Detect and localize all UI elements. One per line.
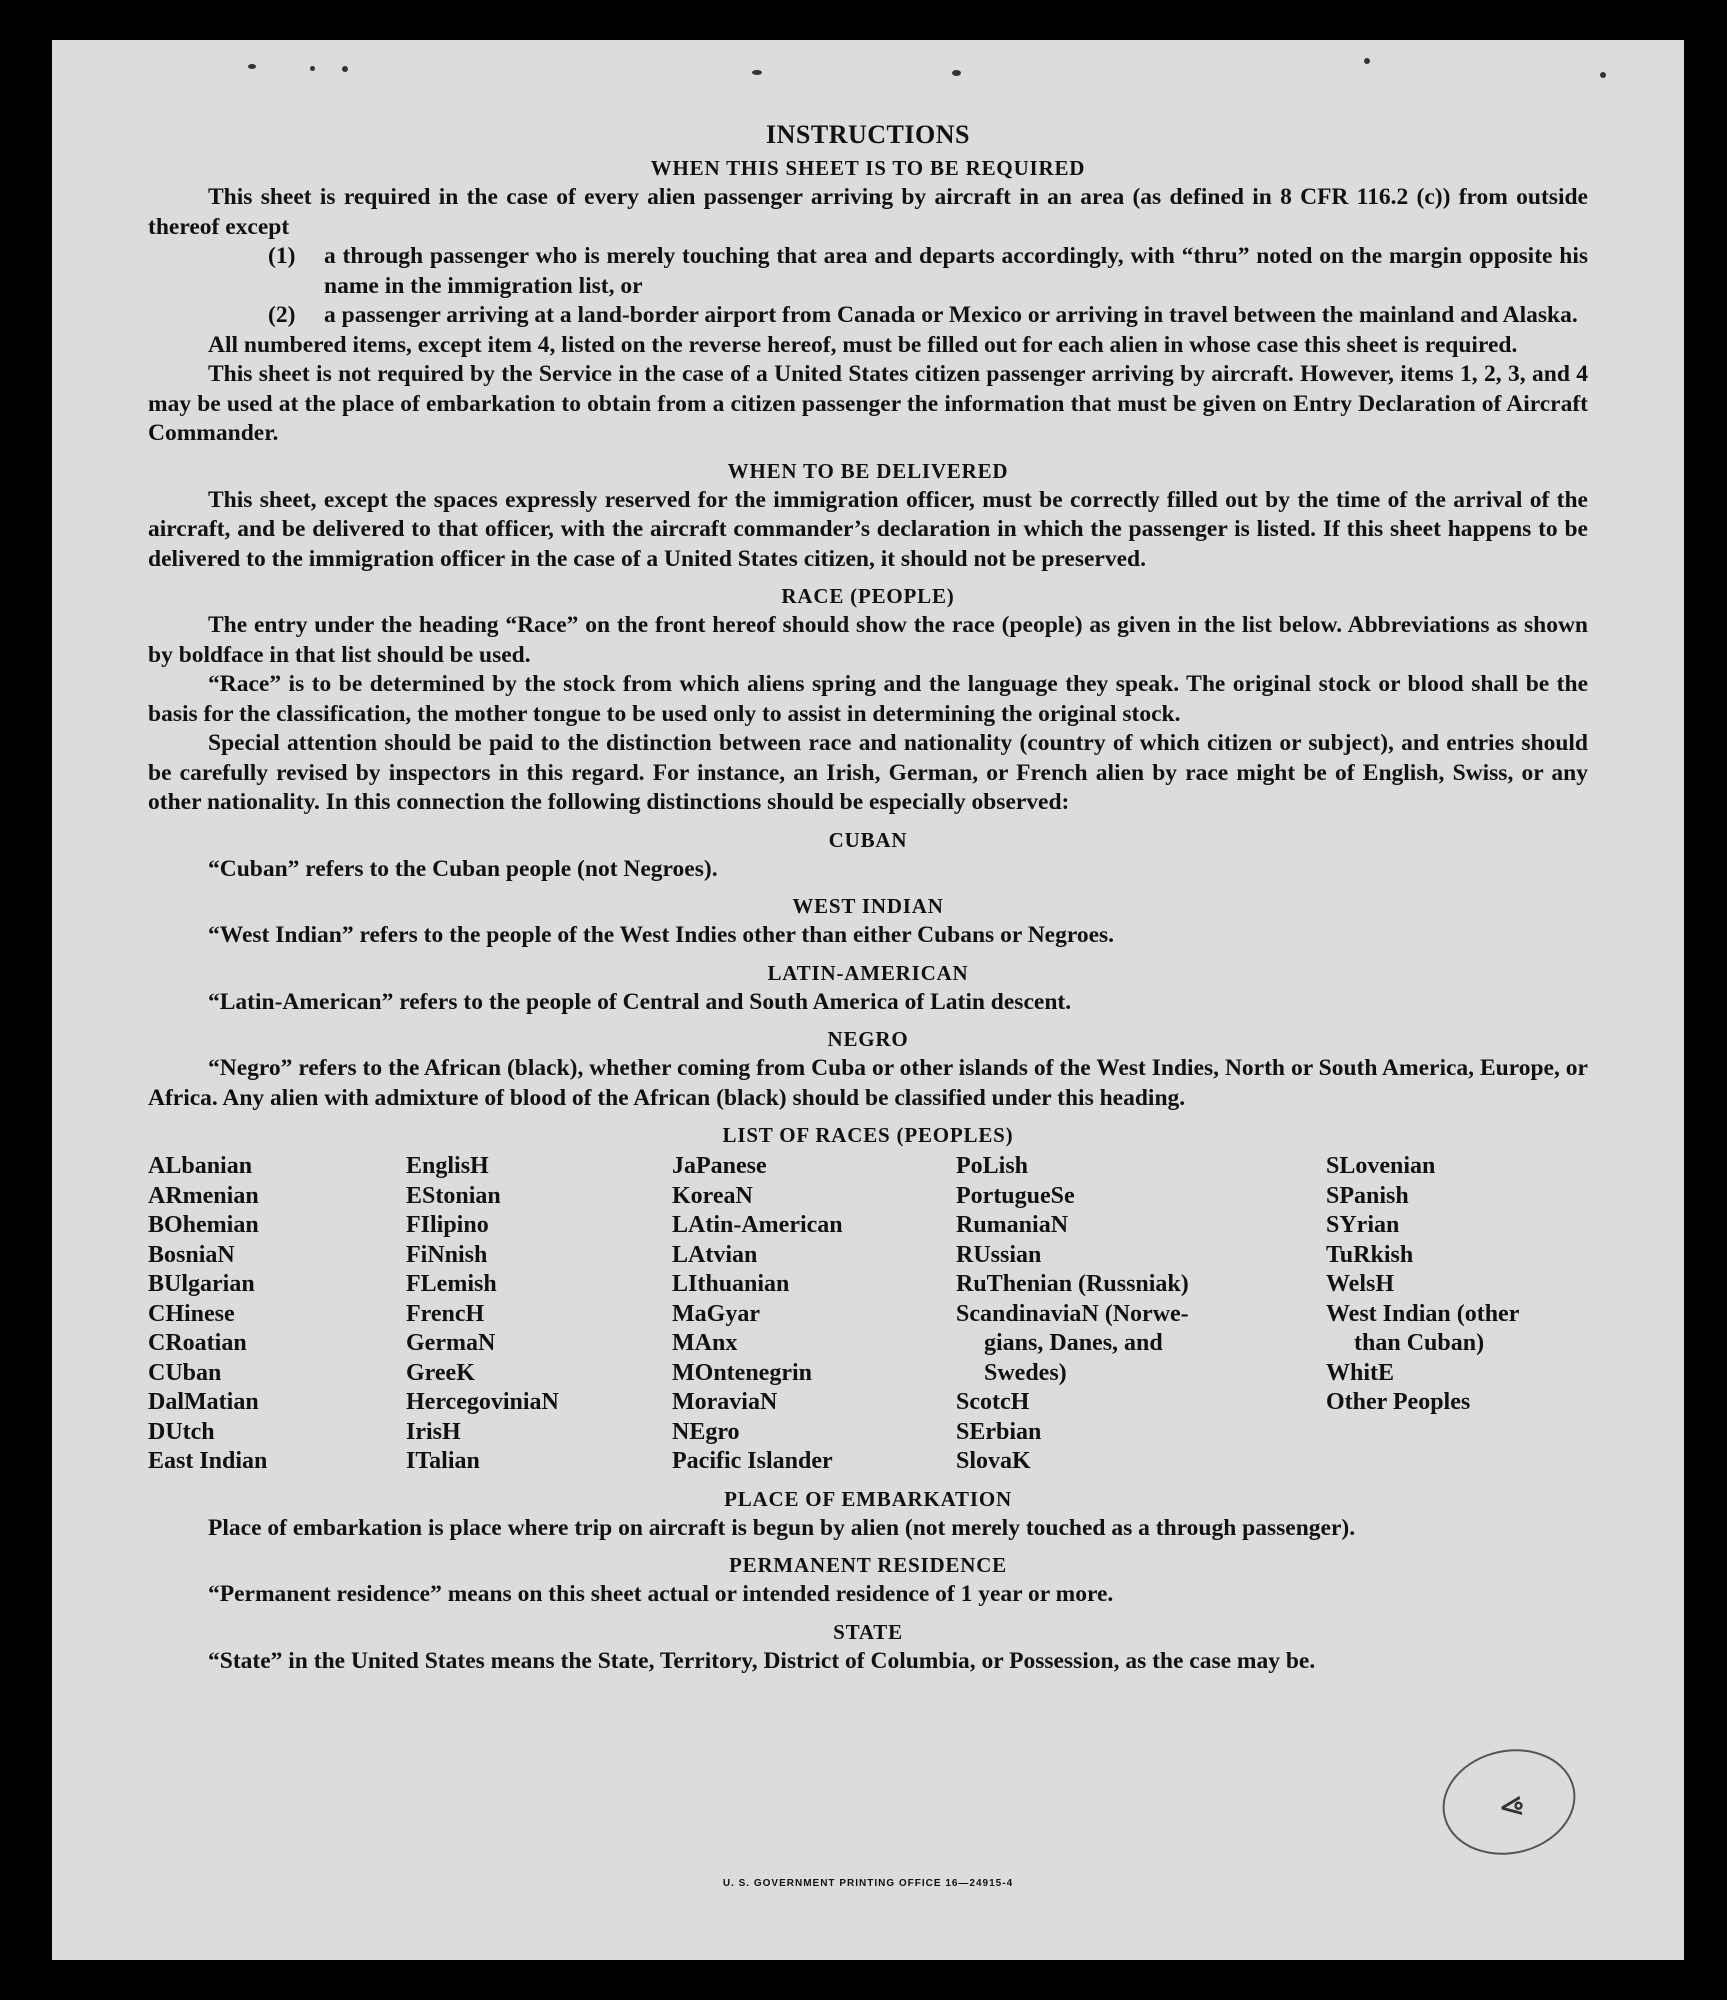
race-entry: EStonian: [406, 1182, 501, 1209]
race-entry: ScandinaviaN (Norwe-: [956, 1300, 1189, 1327]
race-entry: DUtch: [148, 1418, 215, 1445]
heading-cuban: CUBAN: [828, 827, 908, 852]
required-intro: This sheet is required in the case of every alien passenger arriving by aircraft in an area (as defined in 8 CFR 116.2 (c)) from outside thereof except: [148, 184, 1588, 240]
race-entry: WhitE: [1326, 1359, 1395, 1386]
race-entry: PortugueSe: [956, 1182, 1075, 1209]
negro-text: “Negro” refers to the African (black), whether coming from Cuba or other islands of the West Indies, North or South America, Europe, or Africa. Any alien with admixture of blood of the African (black) should be classified under this heading.: [148, 1055, 1588, 1111]
race-entry: SLovenian: [1326, 1153, 1436, 1179]
speck: [1600, 72, 1606, 78]
race-entry: EnglisH: [406, 1153, 489, 1179]
race-entry: BUlgarian: [148, 1271, 255, 1297]
race-entry: Pacific Islander: [672, 1448, 833, 1474]
race-entry: East Indian: [148, 1448, 268, 1474]
heading-list-of-races: LIST OF RACES (PEOPLES): [722, 1123, 1014, 1147]
required-paragraph-2: All numbered items, except item 4, listed on the reverse hereof, must be filled out for each alien in whose case this sheet is required.: [208, 331, 1518, 358]
heading-negro: NEGRO: [827, 1027, 909, 1051]
heading-race: RACE (PEOPLE): [781, 584, 955, 608]
race-entry-continued: Swedes): [984, 1359, 1067, 1386]
race-entry: GreeK: [406, 1359, 475, 1386]
races-column-3: [672, 1152, 956, 1477]
race-entry: CRoatian: [148, 1330, 247, 1356]
race-entry: WelsH: [1326, 1271, 1395, 1297]
page-title: INSTRUCTIONS: [766, 120, 970, 149]
race-entry: CUban: [148, 1359, 222, 1386]
race-entry: ARmenian: [148, 1182, 259, 1209]
race-entry: PoLish: [956, 1153, 1029, 1179]
speck: [310, 66, 315, 71]
race-entry: ALbanian: [148, 1153, 253, 1179]
race-entry: NEgro: [672, 1418, 740, 1445]
race-entry: West Indian (other: [1326, 1300, 1520, 1327]
race-entry: FLemish: [406, 1271, 497, 1297]
race-entry-continued: gians, Danes, and: [984, 1330, 1163, 1356]
heading-west-indian: WEST INDIAN: [792, 894, 944, 918]
race-entry: SlovaK: [956, 1448, 1031, 1474]
race-entry: Other Peoples: [1326, 1389, 1471, 1415]
document-sheet: [52, 40, 1684, 1960]
race-entry: CHinese: [148, 1300, 235, 1327]
race-entry: MOntenegrin: [672, 1359, 812, 1386]
race-entry: MAnx: [672, 1330, 738, 1356]
exception-number: (1): [268, 243, 296, 269]
heading-state: STATE: [833, 1619, 903, 1644]
exception-item-2: [268, 301, 1588, 331]
race-entry: ScotcH: [956, 1389, 1030, 1415]
race-entry: ITalian: [406, 1448, 480, 1474]
race-entry: SErbian: [956, 1418, 1042, 1445]
race-entry: RumaniaN: [956, 1212, 1069, 1238]
race-entry: RUssian: [956, 1241, 1042, 1268]
instructions-content: [148, 120, 1588, 1676]
race-entry: RuThenian (Russniak): [956, 1271, 1189, 1297]
residence-text: “Permanent residence” means on this sheet actual or intended residence of 1 year or more.: [208, 1581, 1114, 1607]
delivered-text: This sheet, except the spaces expressly reserved for the immigration officer, must be correctly filled out by the time of the arrival of the aircraft, and be delivered to that officer, with the aircraft commander’s declaration in which the passenger is listed. If this sheet happens to be delivered to the immigration officer in the case of a United States citizen, it should not be preserved.: [148, 486, 1588, 572]
race-entry: MaGyar: [672, 1300, 760, 1327]
races-column-4: [956, 1152, 1326, 1477]
race-entry: SYrian: [1326, 1212, 1400, 1238]
race-paragraph-3: Special attention should be paid to the distinction between race and nationality (country of which citizen or subject), and entries should be carefully revised by inspectors in this regard. For instance, an Irish, German, or French alien by race might be of English, Swiss, or any other nationality. In this connection the following distinctions should be especially observed:: [148, 730, 1588, 815]
race-entry: GermaN: [406, 1330, 496, 1356]
races-column-2: [406, 1152, 672, 1477]
cuban-text: “Cuban” refers to the Cuban people (not Negroes).: [208, 855, 718, 882]
state-text: “State” in the United States means the State, Territory, District of Columbia, or Possession, as the case may be.: [208, 1647, 1316, 1674]
printing-office-footer: U. S. GOVERNMENT PRINTING OFFICE 16—24915-4: [722, 1878, 1014, 1889]
race-entry: LIthuanian: [672, 1271, 790, 1297]
embarkation-text: Place of embarkation is place where trip on aircraft is begun by alien (not merely touched as a through passenger).: [208, 1514, 1356, 1541]
race-entry: DalMatian: [148, 1389, 259, 1415]
west-indian-text: “West Indian” refers to the people of the West Indies other than either Cubans or Negroes.: [208, 922, 1115, 948]
heading-place-of-embarkation: PLACE OF EMBARKATION: [724, 1486, 1012, 1511]
races-column-5: [1326, 1152, 1588, 1477]
race-entry: SPanish: [1326, 1182, 1409, 1209]
race-paragraph-1: The entry under the heading “Race” on the front hereof should show the race (people) as given in the list below. Abbreviations as shown by boldface in that list should be used.: [148, 612, 1588, 668]
race-entry: LAtin-American: [672, 1212, 843, 1238]
exception-text: a passenger arriving at a land-border airport from Canada or Mexico or arriving in travel between the mainland and Alaska.: [324, 302, 1578, 328]
race-entry: TuRkish: [1326, 1241, 1414, 1268]
exception-item-1: [268, 242, 1588, 301]
heading-latin-american: LATIN-AMERICAN: [767, 960, 969, 985]
race-entry: JaPanese: [672, 1153, 767, 1179]
ink-stamp-mark: ⩹: [1496, 1778, 1527, 1828]
race-paragraph-2: “Race” is to be determined by the stock from which aliens spring and the language they speak. The original stock or blood shall be the basis for the classification, the mother tongue to be used only to assist in determining the original stock.: [148, 671, 1588, 727]
heading-permanent-residence: PERMANENT RESIDENCE: [729, 1553, 1007, 1577]
speck: [342, 66, 348, 72]
speck: [752, 70, 762, 75]
required-paragraph-3: This sheet is not required by the Service in the case of a United States citizen passenger arriving by aircraft. However, items 1, 2, 3, and 4 may be used at the place of embarkation to obtain from a citizen passenger the information that must be given on Entry Declaration of Aircraft Commander.: [148, 361, 1588, 446]
exception-text: a through passenger who is merely touching that area and departs accordingly, with “thru” noted on the margin opposite his name in the immigration list, or: [324, 243, 1588, 299]
latin-american-text: “Latin-American” refers to the people of Central and South America of Latin descent.: [208, 988, 1072, 1015]
speck: [248, 64, 256, 69]
race-entry: BosniaN: [148, 1241, 235, 1268]
race-entry: IrisH: [406, 1418, 461, 1445]
speck: [1364, 58, 1370, 64]
race-entry: BOhemian: [148, 1212, 259, 1238]
heading-when-required: WHEN THIS SHEET IS TO BE REQUIRED: [650, 156, 1086, 180]
races-list: [148, 1152, 1588, 1477]
race-entry: FrencH: [406, 1300, 485, 1327]
speck: [952, 70, 961, 76]
race-entry: MoraviaN: [672, 1389, 778, 1415]
race-entry: FiNnish: [406, 1241, 488, 1268]
race-entry-continued: than Cuban): [1354, 1330, 1485, 1356]
races-column-1: [148, 1152, 406, 1477]
exception-number: (2): [268, 302, 296, 328]
race-entry: KoreaN: [672, 1182, 753, 1209]
heading-when-delivered: WHEN TO BE DELIVERED: [727, 458, 1009, 483]
race-entry: LAtvian: [672, 1241, 758, 1268]
race-entry: HercegoviniaN: [406, 1389, 559, 1415]
race-entry: FIlipino: [406, 1212, 489, 1238]
